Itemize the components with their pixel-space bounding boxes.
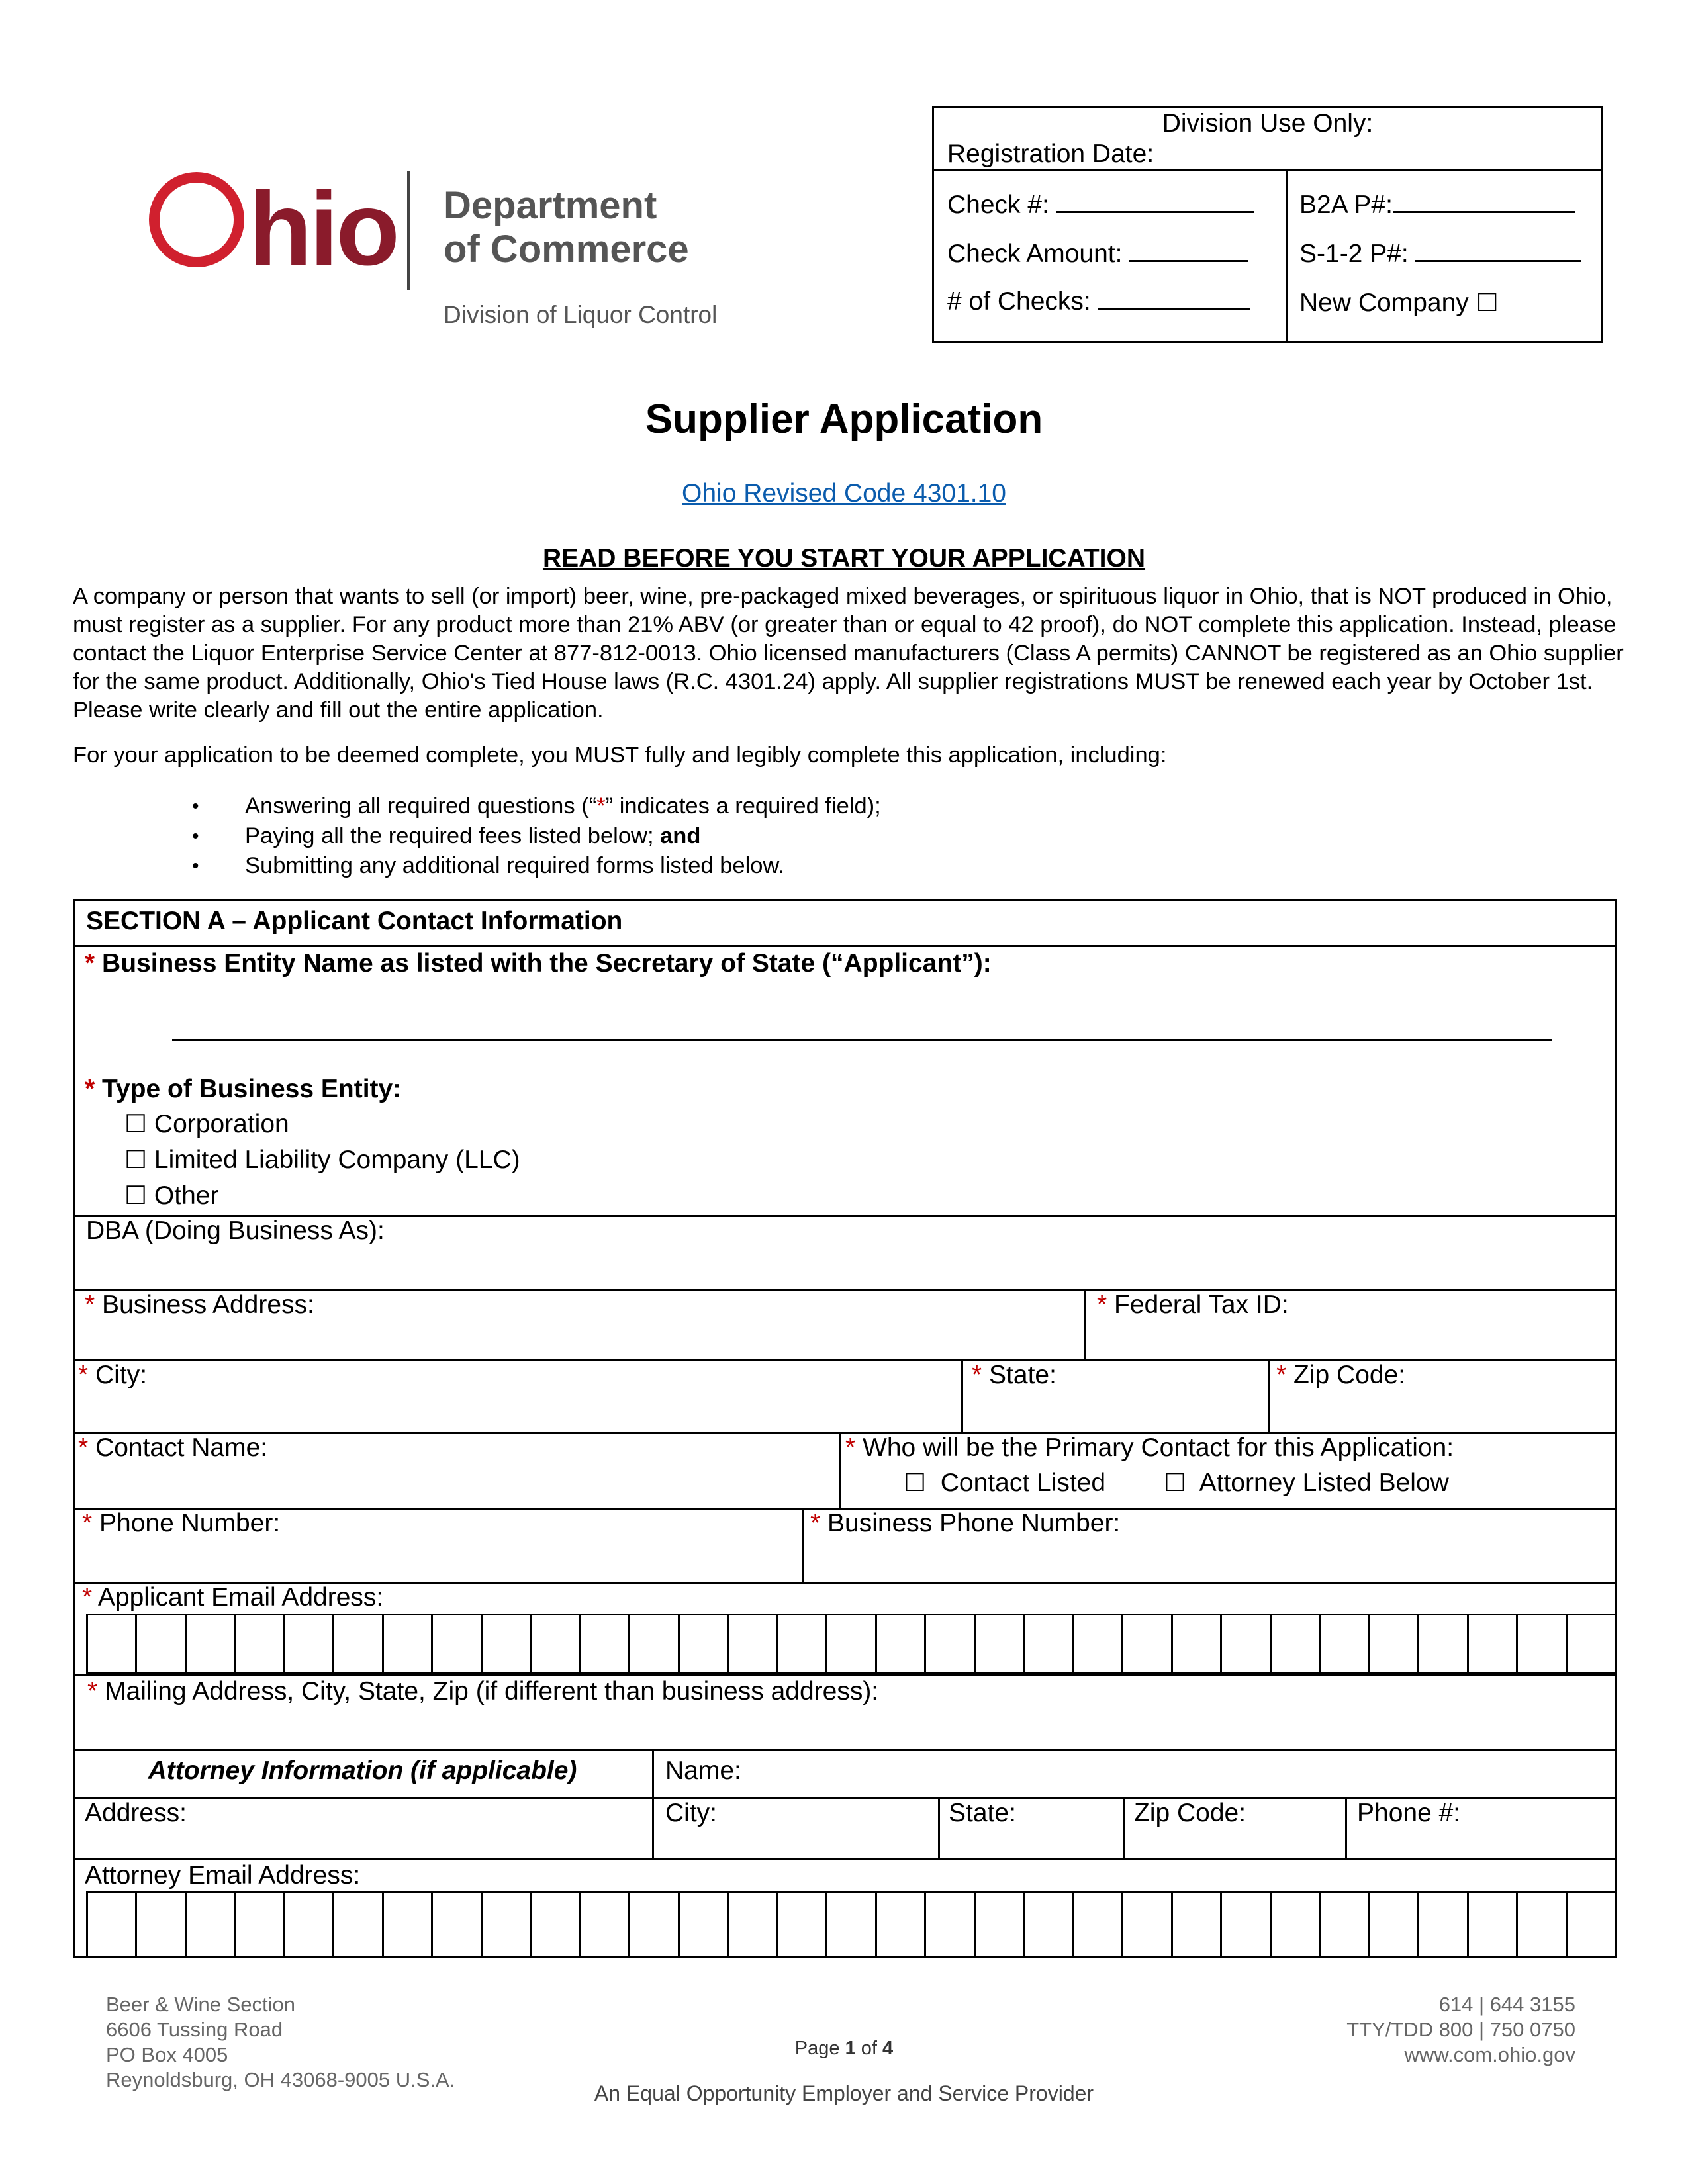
char-cell[interactable]: [778, 1893, 827, 1956]
char-cell[interactable]: [1419, 1893, 1468, 1956]
entity-name-input[interactable]: [172, 1039, 1552, 1041]
char-cell[interactable]: [729, 1893, 778, 1956]
char-cell[interactable]: [1123, 1893, 1172, 1956]
char-cell[interactable]: [1419, 1615, 1468, 1672]
char-cell[interactable]: [285, 1893, 334, 1956]
llc-checkbox[interactable]: ☐ Limited Liability Company (LLC): [124, 1146, 520, 1174]
page-title: Supplier Application: [645, 396, 1043, 442]
page-number: Page 1 of 4: [794, 2038, 894, 2059]
footer-contact: 614 | 644 3155 TTY/TDD 800 | 750 0750 www.com.ohio.gov: [1346, 1993, 1575, 2066]
attorney-state-field[interactable]: State:: [949, 1799, 1016, 1827]
char-cell[interactable]: [384, 1615, 433, 1672]
char-cell[interactable]: [729, 1615, 778, 1672]
char-cell[interactable]: [1222, 1893, 1271, 1956]
char-cell[interactable]: [532, 1615, 581, 1672]
completion-instructions: For your application to be deemed complete, you MUST fully and legibly complete this application, including:: [73, 743, 1167, 768]
char-cell[interactable]: [1272, 1893, 1321, 1956]
division-use-title: Division Use Only:: [1162, 109, 1374, 138]
char-cell[interactable]: [581, 1893, 630, 1956]
business-address-field[interactable]: * Business Address:: [85, 1291, 314, 1319]
char-cell[interactable]: [926, 1615, 975, 1672]
char-cell[interactable]: [1025, 1615, 1074, 1672]
char-cell[interactable]: [1222, 1615, 1271, 1672]
char-cell[interactable]: [630, 1893, 679, 1956]
char-cell[interactable]: [88, 1615, 137, 1672]
char-cell[interactable]: [137, 1893, 186, 1956]
char-cell[interactable]: [1370, 1615, 1419, 1672]
applicant-email-label: * Applicant Email Address:: [82, 1583, 384, 1612]
attorney-phone-field[interactable]: Phone #:: [1357, 1799, 1461, 1827]
char-cell[interactable]: [1025, 1893, 1074, 1956]
char-cell[interactable]: [483, 1615, 532, 1672]
char-cell[interactable]: [827, 1615, 876, 1672]
dba-field[interactable]: DBA (Doing Business As):: [86, 1216, 385, 1245]
char-cell[interactable]: [187, 1615, 236, 1672]
business-phone-field[interactable]: * Business Phone Number:: [810, 1509, 1121, 1537]
registration-date-label: Registration Date:: [947, 140, 1154, 168]
char-cell[interactable]: [1568, 1893, 1615, 1956]
new-company-checkbox[interactable]: New Company ☐: [1299, 289, 1499, 317]
attorney-zip-field[interactable]: Zip Code:: [1134, 1799, 1246, 1827]
char-cell[interactable]: [1469, 1893, 1518, 1956]
char-cell[interactable]: [926, 1893, 975, 1956]
ohio-logo: [149, 169, 397, 287]
list-item: • Paying all the required fees listed below; and: [245, 821, 881, 851]
entity-type-label: * Type of Business Entity:: [85, 1075, 402, 1103]
equal-opportunity-statement: An Equal Opportunity Employer and Service Provider: [594, 2081, 1094, 2105]
char-cell[interactable]: [433, 1893, 482, 1956]
section-a-form: [73, 899, 1617, 1958]
s12-permit-field[interactable]: S-1-2 P#:: [1299, 238, 1581, 269]
char-cell[interactable]: [1518, 1893, 1567, 1956]
ohio-logo-text: hio: [248, 171, 397, 287]
applicant-email-input-grid[interactable]: [86, 1614, 1617, 1674]
logo-department: Department of Commerce: [444, 184, 689, 271]
mailing-address-field[interactable]: * Mailing Address, City, State, Zip (if different than business address):: [87, 1677, 879, 1706]
b2a-permit-field[interactable]: B2A P#:: [1299, 189, 1575, 220]
char-cell[interactable]: [976, 1893, 1025, 1956]
other-checkbox[interactable]: ☐ Other: [124, 1181, 219, 1210]
char-cell[interactable]: [1173, 1893, 1222, 1956]
division-box-header: [934, 108, 1601, 171]
char-cell[interactable]: [778, 1615, 827, 1672]
attorney-email-label: Attorney Email Address:: [85, 1861, 361, 1889]
logo-divider: [407, 171, 410, 290]
attorney-email-input-grid[interactable]: [86, 1891, 1617, 1958]
primary-contact-label: * Who will be the Primary Contact for this Application:: [845, 1433, 1454, 1462]
char-cell[interactable]: [1074, 1893, 1123, 1956]
attorney-listed-checkbox[interactable]: ☐ Attorney Listed Below: [1164, 1469, 1449, 1497]
requirements-list: [245, 792, 881, 881]
division-use-only-box: [932, 106, 1603, 343]
check-amount-field[interactable]: Check Amount:: [947, 238, 1248, 269]
corporation-checkbox[interactable]: ☐ Corporation: [124, 1110, 289, 1138]
char-cell[interactable]: [334, 1893, 383, 1956]
char-cell[interactable]: [236, 1893, 285, 1956]
contact-listed-checkbox[interactable]: ☐ Contact Listed: [904, 1469, 1106, 1497]
read-before-heading: READ BEFORE YOU START YOUR APPLICATION: [542, 544, 1146, 572]
char-cell[interactable]: [630, 1615, 679, 1672]
attorney-address-field[interactable]: Address:: [85, 1799, 187, 1827]
zip-code-field[interactable]: * Zip Code:: [1276, 1361, 1406, 1389]
attorney-info-heading: Attorney Information (if applicable): [148, 1756, 577, 1785]
check-number-field[interactable]: Check #:: [947, 189, 1254, 220]
attorney-name-field[interactable]: Name:: [665, 1756, 741, 1785]
ohio-o-ring-icon: [149, 172, 244, 267]
attorney-city-field[interactable]: City:: [665, 1799, 717, 1827]
list-item: • Submitting any additional required forms listed below.: [245, 851, 881, 881]
char-cell[interactable]: [1123, 1615, 1172, 1672]
phone-number-field[interactable]: * Phone Number:: [82, 1509, 281, 1537]
char-cell[interactable]: [137, 1615, 186, 1672]
footer-address: Beer & Wine Section 6606 Tussing Road PO Box 4005 Reynoldsburg, OH 43068-9005 U.S.A.: [106, 1993, 455, 2091]
char-cell[interactable]: [976, 1615, 1025, 1672]
char-cell[interactable]: [1469, 1615, 1518, 1672]
char-cell[interactable]: [1173, 1615, 1222, 1672]
char-cell[interactable]: [1370, 1893, 1419, 1956]
char-cell[interactable]: [581, 1615, 630, 1672]
logo-division: Division of Liquor Control: [444, 301, 718, 328]
char-cell[interactable]: [88, 1893, 137, 1956]
char-cell[interactable]: [1321, 1615, 1370, 1672]
char-cell[interactable]: [877, 1615, 926, 1672]
char-cell[interactable]: [334, 1615, 383, 1672]
char-cell[interactable]: [1272, 1615, 1321, 1672]
char-cell[interactable]: [285, 1615, 334, 1672]
list-item: • Answering all required questions (“*” indicates a required field);: [245, 792, 881, 821]
char-cell[interactable]: [1518, 1615, 1567, 1672]
entity-name-label: * Business Entity Name as listed with the Secretary of State (“Applicant”):: [85, 949, 992, 978]
char-cell[interactable]: [1321, 1893, 1370, 1956]
char-cell[interactable]: [483, 1893, 532, 1956]
char-cell[interactable]: [827, 1893, 876, 1956]
char-cell[interactable]: [680, 1615, 729, 1672]
char-cell[interactable]: [680, 1893, 729, 1956]
intro-paragraph: A company or person that wants to sell (or import) beer, wine, pre-packaged mixed beverages, or spirituous liquor in Ohio, that is NOT produced in Ohio, must register as a supplier. For any product more than 21% ABV (or greater than or equal to 42 proof), do NOT complete this application. Instead, please contact the Liquor Enterprise Service Center at 877-812-0013. Ohio licensed manufacturers (Class A permits) CANNOT be registered as an Ohio supplier for the same product. Additionally, Ohio's Tied House laws (R.C. 4301.24) apply. All supplier registrations MUST be renewed each year by October 1st. Please write clearly and fill out the entire application.: [73, 584, 1624, 723]
section-a-header: SECTION A – Applicant Contact Information: [86, 907, 623, 935]
num-checks-field[interactable]: # of Checks:: [947, 285, 1250, 316]
char-cell[interactable]: [532, 1893, 581, 1956]
char-cell[interactable]: [236, 1615, 285, 1672]
revised-code-link[interactable]: Ohio Revised Code 4301.10: [682, 479, 1006, 508]
char-cell[interactable]: [433, 1615, 482, 1672]
char-cell[interactable]: [384, 1893, 433, 1956]
char-cell[interactable]: [1568, 1615, 1615, 1672]
char-cell[interactable]: [1074, 1615, 1123, 1672]
char-cell[interactable]: [877, 1893, 926, 1956]
state-field[interactable]: * State:: [972, 1361, 1056, 1389]
char-cell[interactable]: [187, 1893, 236, 1956]
checkbox-icon: ☐: [1476, 289, 1499, 317]
federal-tax-id-field[interactable]: * Federal Tax ID:: [1097, 1291, 1289, 1319]
contact-name-field[interactable]: * Contact Name:: [78, 1433, 268, 1462]
city-field[interactable]: * City:: [78, 1361, 148, 1389]
